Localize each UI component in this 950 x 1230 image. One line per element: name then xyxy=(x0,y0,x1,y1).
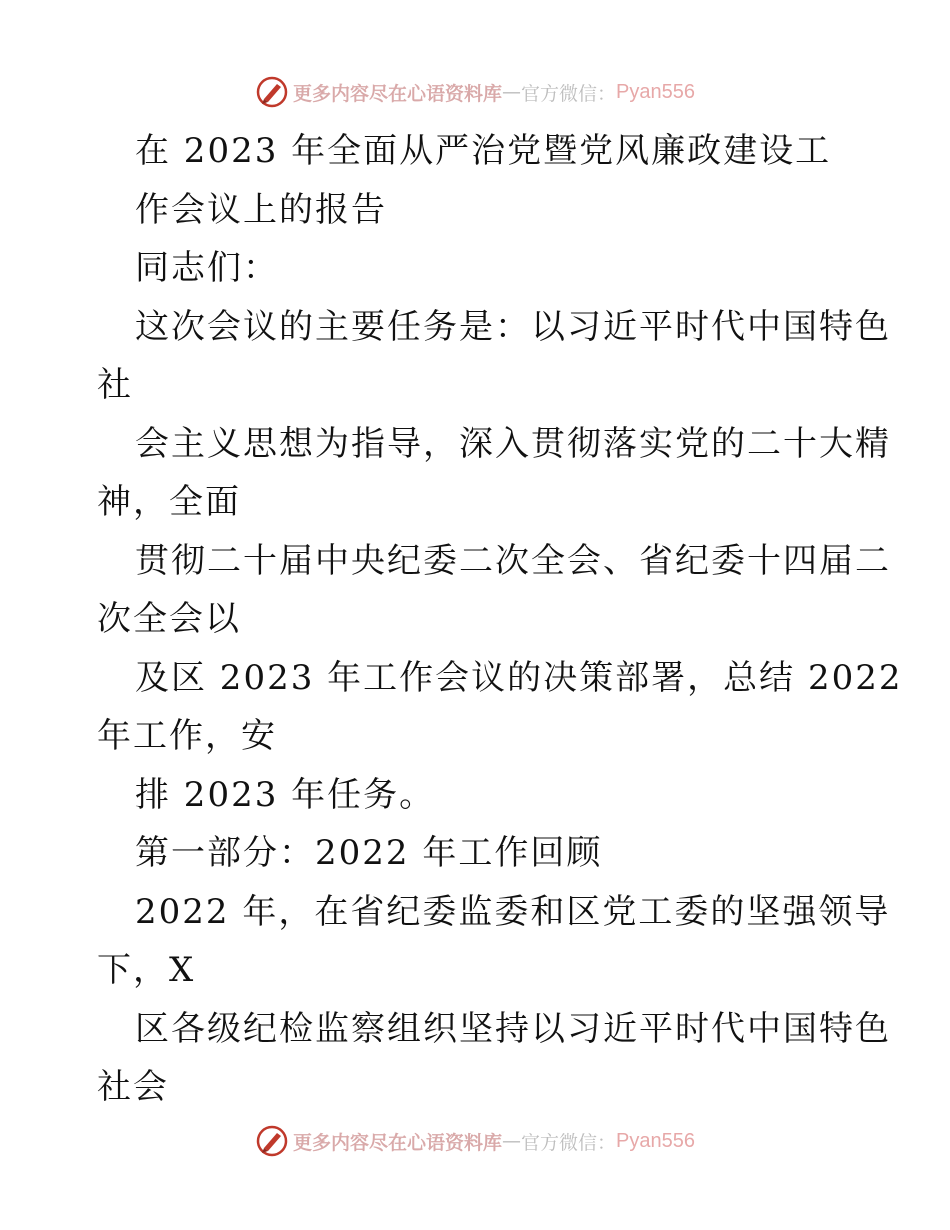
paragraph-line: 这次会议的主要任务是：以习近平时代中国特色 xyxy=(135,306,891,347)
watermark-sub-text: 官方微信： xyxy=(521,82,617,105)
pen-logo-icon xyxy=(255,1124,289,1158)
header-watermark xyxy=(0,72,950,112)
paragraph-line: 社会 xyxy=(97,1067,169,1107)
paragraph-line: 贯彻二十届中央纪委二次全会、省纪委十四届二 xyxy=(135,540,891,581)
paragraph-line: 社 xyxy=(97,365,133,405)
watermark-sub-text: 官方微信： xyxy=(521,1131,617,1154)
document-title-line-1: 在 2023 年全面从严治党暨党风廉政建设工 xyxy=(135,131,832,171)
document-title-line-2: 作会议上的报告 xyxy=(135,189,387,230)
paragraph-line: 次全会以 xyxy=(97,599,241,639)
section-heading: 第一部分：2022 年工作回顾 xyxy=(135,833,603,873)
watermark-separator: — xyxy=(502,81,522,103)
document-body xyxy=(97,122,903,1117)
pen-logo-icon xyxy=(255,75,289,109)
paragraph-line: 及区 2023 年工作会议的决策部署，总结 2022 xyxy=(135,657,903,698)
paragraph-line: 排 2023 年任务。 xyxy=(135,774,436,815)
paragraph-line: 2022 年，在省纪委监委和区党工委的坚强领导 xyxy=(135,891,891,932)
watermark-main-text: 更多内容尽在心语资料库 xyxy=(293,82,503,105)
watermark-id-text: Pyan556 xyxy=(616,80,695,103)
watermark-separator: — xyxy=(502,1130,522,1152)
paragraph-line: 会主义思想为指导，深入贯彻落实党的二十大精 xyxy=(135,423,891,464)
footer-watermark xyxy=(0,1121,950,1161)
watermark-main-text: 更多内容尽在心语资料库 xyxy=(293,1131,503,1154)
paragraph-line: 神，全面 xyxy=(97,482,241,522)
watermark-id-text: Pyan556 xyxy=(616,1129,695,1152)
salutation: 同志们： xyxy=(135,248,279,288)
paragraph-line: 下，X xyxy=(97,950,196,990)
paragraph-line: 年工作，安 xyxy=(97,716,277,756)
paragraph-line: 区各级纪检监察组织坚持以习近平时代中国特色 xyxy=(135,1008,891,1049)
